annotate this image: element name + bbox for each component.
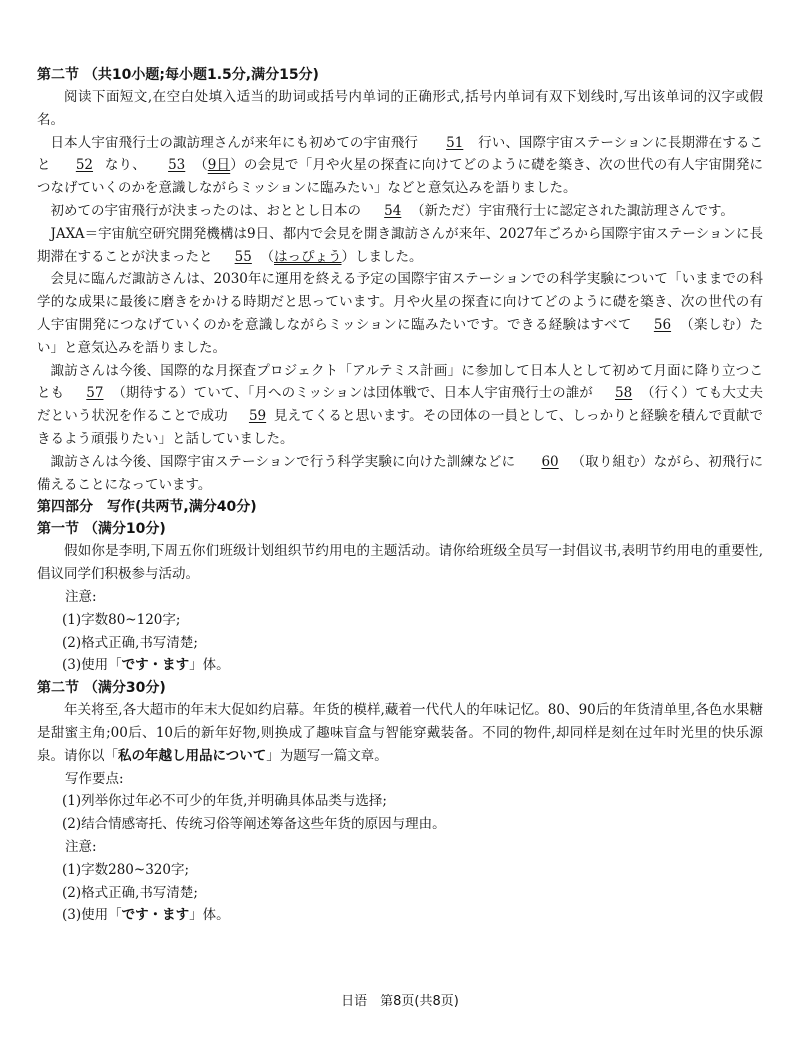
text: ）しました。 bbox=[341, 248, 423, 265]
part4-title: 第四部分 写作(共两节,满分40分) bbox=[37, 499, 257, 516]
blank-57: 57 bbox=[86, 385, 104, 402]
text: （期待する）ていて、「月へのミッションは団体戦で、日本人宇宙飛行士の誰が bbox=[112, 385, 593, 402]
double-underlined-word: 9日 bbox=[207, 157, 231, 174]
text: 見えてくると思います。その団体の一員として、しっかりと経験を積んで貢献できるよう頑張りたい」と話していました。 bbox=[37, 408, 763, 447]
text: 会見に臨んだ諏訪さんは、2030年に運用を終える予定の国際宇宙ステーションでの科学実験について「いままでの科学的な成果に最後に磨きをかける時期だと思っています。月や火星の探査に向けてどのように礎を築き、次の世代の有人宇宙開発につなげていくのかを意識しながらミッションに臨みたいです。できる経験はすべて bbox=[37, 271, 763, 333]
passage-paragraph-4 bbox=[37, 268, 763, 359]
text: ）の会見で「月や火星の探査に向けてどのように礎を築き、次の世代の有人宇宙開発につなげていくのかを意識しながらミッションに臨みたい」などと意気込みを語りました。 bbox=[37, 157, 763, 197]
point-item: (1)列举你过年必不可少的年货,并明确具体品类与选择; bbox=[62, 793, 387, 810]
part4-section2-prompt bbox=[37, 699, 763, 767]
text: 行い、国際宇宙ステーションに長期滞在すること bbox=[37, 134, 763, 174]
blank-55: 55 bbox=[234, 248, 252, 265]
blank-58: 58 bbox=[615, 385, 633, 402]
blank-56: 56 bbox=[653, 316, 672, 333]
part4-section2-title: 第二节 （满分30分) bbox=[37, 680, 166, 697]
text: 」为题写一篇文章。 bbox=[266, 747, 388, 764]
text: 」体。 bbox=[189, 907, 230, 924]
blank-60: 60 bbox=[541, 453, 559, 470]
text: （取り組む）ながら、初飛行に備えることになっています。 bbox=[37, 453, 763, 493]
double-underlined-word: はっぴょう bbox=[274, 248, 342, 265]
blank-54: 54 bbox=[384, 202, 402, 219]
text: JAXA＝宇宙航空研究開発機構は9日、都内で会見を開き諏訪さんが来年、2027年ごろから国際宇宙ステーションに長期滞在することが決まったと bbox=[37, 225, 763, 265]
text: （新ただ）宇宙飛行士に認定された諏訪理さんです。 bbox=[411, 202, 734, 219]
blank-52: 52 bbox=[75, 157, 94, 174]
passage-paragraph-5 bbox=[37, 360, 763, 451]
points-label: 写作要点: bbox=[65, 770, 124, 787]
text: (3)使用「 bbox=[62, 907, 122, 924]
passage-paragraph-6 bbox=[37, 451, 763, 497]
notes-label: 注意: bbox=[65, 838, 97, 855]
style-keyword: です・ます bbox=[121, 657, 190, 674]
text: （ bbox=[260, 248, 274, 265]
text: （行く）ても大丈夫だという状況を作ることで成功 bbox=[37, 385, 763, 425]
part4-section1-prompt: 假如你是李明,下周五你们班级计划组织节约用电的主题活动。请你给班级全员写一封倡议书,表明节约用电的重要性,倡议同学们积极参与活动。 bbox=[37, 543, 763, 583]
note-item: (1)字数280~320字; bbox=[62, 861, 190, 878]
text: 諏訪さんは今後、国際宇宙ステーションで行う科学実験に向けた訓練などに bbox=[50, 453, 516, 470]
exam-page bbox=[37, 64, 763, 927]
blank-51: 51 bbox=[446, 134, 464, 151]
page-footer: 日语 第8页(共8页) bbox=[341, 994, 459, 1009]
note-item: (2)格式正确,书写清楚; bbox=[62, 884, 198, 901]
point-item: (2)结合情感寄托、传统习俗等阐述筹备这些年货的原因与理由。 bbox=[62, 816, 446, 833]
note-item: (1)字数80~120字; bbox=[62, 611, 181, 628]
text: （ bbox=[193, 157, 208, 174]
text: 日本人宇宙飛行士の諏訪理さんが来年にも初めての宇宙飛行 bbox=[50, 134, 418, 151]
notes-label: 注意: bbox=[65, 588, 97, 605]
passage-paragraph-1 bbox=[37, 132, 763, 200]
note-item: (2)格式正确,书写清楚; bbox=[62, 634, 198, 651]
style-keyword: です・ます bbox=[121, 907, 190, 924]
text: 」体。 bbox=[189, 657, 230, 674]
note-item bbox=[37, 904, 763, 927]
blank-59: 59 bbox=[248, 408, 267, 425]
part4-section1-title: 第一节 （满分10分) bbox=[37, 521, 166, 538]
text: (3)使用「 bbox=[62, 657, 122, 674]
text: （楽しむ）たい」と意気込みを語りました。 bbox=[37, 316, 764, 356]
section2-instruction: 阅读下面短文,在空白处填入适当的助词或括号内单词的正确形式,括号内单词有双下划线时,写出该单词的汉字或假名。 bbox=[37, 89, 763, 128]
passage-paragraph-3 bbox=[37, 223, 763, 269]
passage-paragraph-2 bbox=[37, 200, 763, 223]
note-item bbox=[37, 654, 763, 677]
blank-53: 53 bbox=[168, 157, 186, 174]
section2-title: 第二节 （共10小题;每小题1.5分,满分15分) bbox=[37, 67, 319, 83]
text: 初めての宇宙飛行が決まったのは、おととし日本の bbox=[50, 202, 361, 219]
text: 年关将至,各大超市的年末大促如约启幕。年货的模样,藏着一代代人的年味记忆。80、90后的年货清单里,各色水果糖是甜蜜主角;00后、10后的新年好物,则换成了趣味盲盒与智能穿戴装备。不同的物件,却同样是刻在过年时光里的快乐源泉。请你以「 bbox=[37, 702, 763, 764]
text: なり、 bbox=[104, 157, 146, 174]
text: 諏訪さんは今後、国際的な月探査プロジェクト「アルテミス計画」に参加して日本人として初めて月面に降り立つことも bbox=[37, 362, 763, 402]
essay-topic: 私の年越し用品について bbox=[118, 747, 267, 764]
